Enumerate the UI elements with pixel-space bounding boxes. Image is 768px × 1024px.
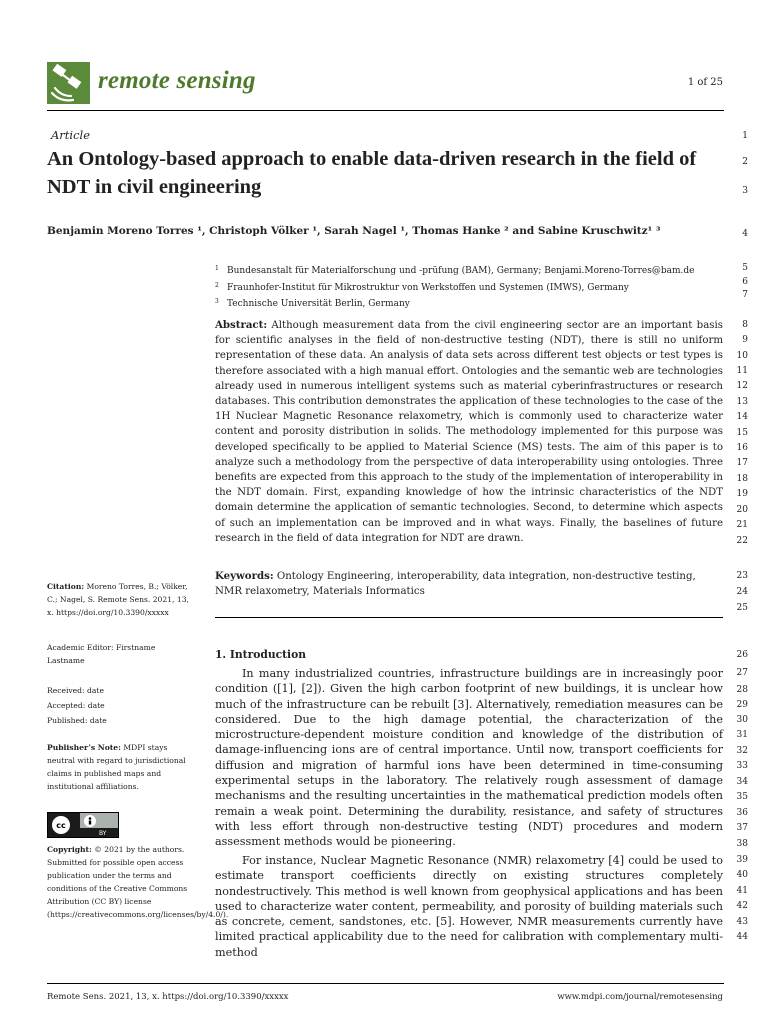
academic-editor: Academic Editor: Firstname Lastname [47, 643, 156, 665]
line-number: 23 [736, 571, 748, 581]
line-number: 27 [736, 668, 748, 678]
cc-by-license-icon[interactable] [47, 812, 119, 838]
line-number: 29 [736, 700, 748, 710]
line-number: 40 [736, 870, 748, 880]
line-number: 42 [736, 901, 748, 911]
line-number: 31 [736, 730, 748, 740]
keywords-label: Keywords: [215, 570, 274, 582]
abstract-divider [215, 617, 723, 618]
line-number: 7 [742, 290, 748, 300]
line-number: 26 [736, 650, 748, 660]
footer-citation: Remote Sens. 2021, 13, x. https://doi.org/10.3390/xxxxx [47, 992, 289, 1002]
header-divider [47, 110, 724, 111]
line-number: 41 [736, 886, 748, 896]
affiliation-item: $^3$ Technische Universität Berlin, Germany [215, 298, 410, 309]
line-number: 25 [736, 603, 748, 613]
line-number: 30 [736, 715, 748, 725]
line-number: 12 [736, 381, 748, 391]
line-number: 1 [742, 131, 748, 141]
article-type: Article [51, 128, 91, 142]
line-number: 44 [736, 932, 748, 942]
citation-label: Citation: [47, 582, 85, 591]
citation-text: Moreno Torres, B.; Völker, C.; Nagel, S. Remote Sens. 2021, 13, x. https://doi.org/10.3390/xxxxx [47, 582, 189, 617]
line-number: 18 [736, 474, 748, 484]
line-number: 5 [742, 263, 748, 273]
received-date: Received: date [47, 686, 104, 695]
satellite-icon [47, 62, 90, 104]
affiliations [215, 262, 694, 312]
copyright-notice: Copyright: © 2021 by the authors. Submitted for possible open access publication under the terms and conditions of the Creative Commons Attribution (CC BY) license (https://creativecommons.org/licenses/by/4.0/). [47, 845, 229, 919]
body-paragraph: For instance, Nuclear Magnetic Resonance (NMR) relaxometry [4] could be used to estimate transport coefficients directly on existing structures completely nondestructively. This method is well known from geophysical applications and has been used to characterize water content, permeability, and porosity of building materials such as concrete, cement, sandstones, etc. [5]. However, NMR measurements currently have limited practical applicability due to the need for calibration with complementary multi-method [215, 854, 723, 959]
line-number: 22 [736, 536, 748, 546]
abstract-text: Although measurement data from the civil engineering sector are an important basis for scientific analyses in the field of non-destructive testing (NDT), there is still no uniform representation of these data. An analysis of data sets across different test objects or test types is therefore associated with a high manual effort. Ontologies and the semantic web are technologies already used in numerous intelligent systems such as material cyberinfrastructures or research databases. This contribution demonstrates the application of these technologies to the case of the 1H Nuclear Magnetic Resonance relaxometry, which is commonly used to characterize water content and porosity distribution in solids. The methodology implemented for this purpose was developed specifically to be applied to Material Science (MS) tests. The aim of this paper is to analyze such a methodology from the perspective of data interoperability using ontologies. Three benefits are expected from this approach to the study of the implementation of interoperability in the NDT domain. First, expanding knowledge of how the intrinsic characteristics of the NDT domain determine the application of semantic technologies. Second, to determine which aspects of such an implementation can be improved and in what ways. Finally, the baselines of future research in the field of data integration for NDT are drawn. [215, 320, 724, 544]
line-number: 3 [742, 186, 748, 196]
line-number: 28 [736, 685, 748, 695]
affiliation-item: $^2$ Fraunhofer-Institut für Mikrostruktur von Werkstoffen und Systemen (IMWS), Germany [215, 281, 629, 293]
svg-text:BY: BY [99, 830, 107, 837]
line-number: 13 [736, 397, 748, 407]
footer-divider [47, 983, 724, 984]
line-number: 33 [736, 761, 748, 771]
affiliation-item: $^1$ Bundesanstalt für Materialforschung und -prüfung (BAM), Germany; Benjami.Moreno-Torres@bam.de [215, 265, 695, 276]
journal-name: remote sensing [98, 67, 256, 94]
line-number: 10 [736, 351, 748, 361]
line-number: 15 [736, 428, 748, 438]
line-number: 37 [736, 823, 748, 833]
line-number: 38 [736, 839, 748, 849]
line-number: 4 [742, 229, 748, 239]
line-number: 8 [742, 320, 748, 330]
article-title: An Ontology-based approach to enable data-driven research in the field of NDT in civil engineering [47, 148, 697, 198]
svg-text:cc: cc [56, 821, 66, 830]
abstract [215, 318, 723, 546]
body-paragraph: In many industrialized countries, infrastructure buildings are in increasingly poor condition ([1], [2]). Given the high carbon footprint of new buildings, it is unclear how much of the infrastructure can be rebuilt [3]. Alternatively, remediation measures can be considered. Due to the high damage potential, the characterization of the microstructure-dependent moisture condition and knowledge of the distribution of damage-influencing ions are of central importance. Until now, transport coefficients for diffusion and migration of harmful ions have been determined in time-consuming experimental setups in the laboratory. The relatively rough assessment of damage mechanisms and the resulting uncertainties in the mathematical prediction models often remain a weak point. Determining the durability, resistance, and safety of structures with less effort through non-destructive testing (NDT) procedures and modern assessment methods would be pioneering. [215, 667, 723, 849]
line-number: 32 [736, 746, 748, 756]
published-date: Published: date [47, 716, 107, 725]
line-number: 17 [736, 458, 748, 468]
line-number: 19 [736, 489, 748, 499]
line-number: 21 [736, 520, 748, 530]
line-number: 34 [736, 777, 748, 787]
line-number: 36 [736, 808, 748, 818]
line-number: 11 [736, 366, 748, 376]
publisher-note: Publisher’s Note: MDPI stays neutral with regard to jurisdictional claims in published maps and institutional affiliations. [47, 743, 186, 791]
citation-block [47, 580, 195, 619]
abstract-label: Abstract: [215, 319, 268, 331]
keywords-text: Ontology Engineering, interoperability, data integration, non-destructive testing, NMR relaxometry, Materials Informatics [215, 571, 696, 598]
line-number: 16 [736, 443, 748, 453]
line-number: 20 [736, 505, 748, 515]
line-number: 43 [736, 917, 748, 927]
journal-logo [47, 62, 90, 104]
line-number: 24 [736, 587, 748, 597]
line-number: 6 [742, 277, 748, 287]
page-number: 1 of 25 [687, 77, 723, 88]
footer-journal-link[interactable]: www.mdpi.com/journal/remotesensing [557, 992, 723, 1002]
line-number: 9 [742, 335, 748, 345]
line-number: 39 [736, 855, 748, 865]
section-heading: 1. Introduction [215, 648, 306, 661]
line-number: 35 [736, 792, 748, 802]
line-number: 2 [742, 157, 748, 167]
accepted-date: Accepted: date [47, 701, 105, 710]
keywords [215, 569, 723, 599]
author-list: Benjamin Moreno Torres ¹, Christoph Völker ¹, Sarah Nagel ¹, Thomas Hanke ² and Sabine Kruschwitz¹ ³ [47, 225, 661, 237]
line-number: 14 [736, 412, 748, 422]
